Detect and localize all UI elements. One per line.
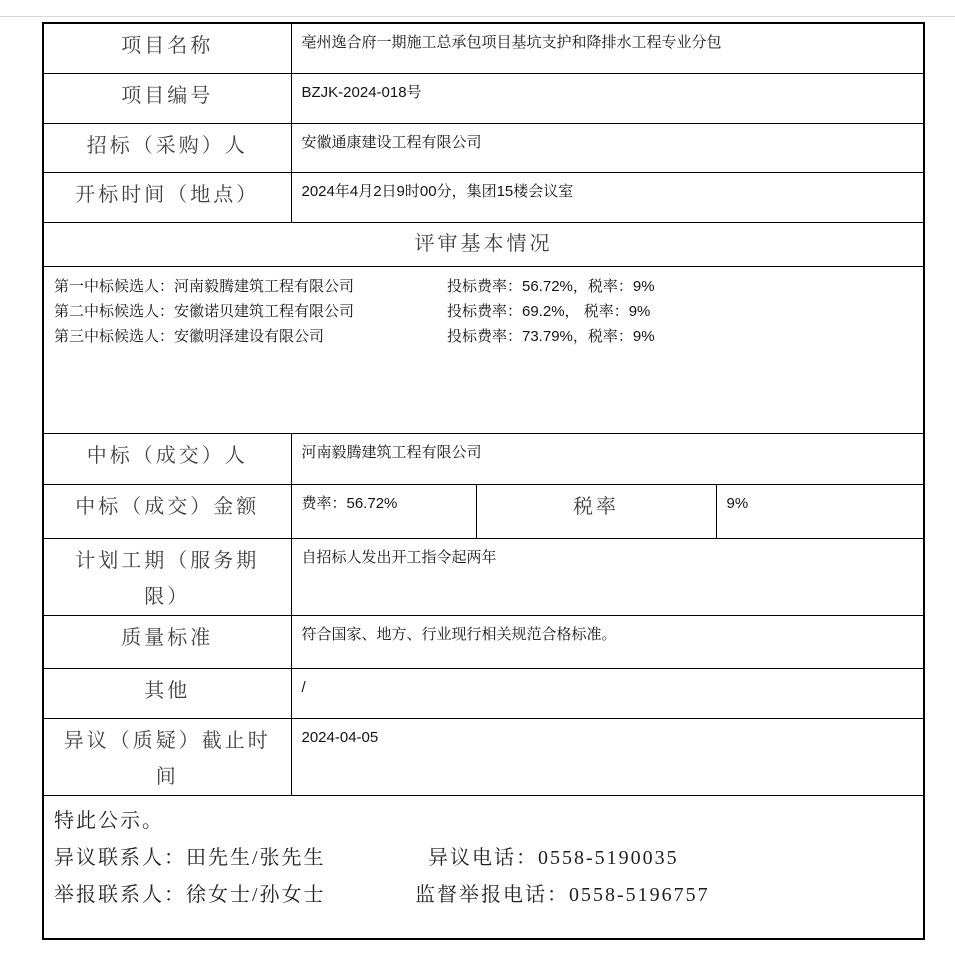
project-name-label: 项目名称 xyxy=(43,23,291,73)
tax-rate-label: 税率 xyxy=(476,484,716,538)
table-row xyxy=(43,718,924,795)
candidate-1-rate: 投标费率：56.72%，税率：9% xyxy=(447,277,655,295)
review-section-title: 评审基本情况 xyxy=(43,222,924,266)
bid-opening-value: 2024年4月2日9时00分，集团15楼会议室 xyxy=(291,172,924,222)
table-row xyxy=(43,615,924,668)
project-number-value: BZJK-2024-018号 xyxy=(291,73,924,123)
objection-phone: 异议电话：0558-5190035 xyxy=(428,846,679,869)
objection-deadline-value: 2024-04-05 xyxy=(291,718,924,795)
tax-rate-value: 9% xyxy=(716,484,924,538)
table-row xyxy=(43,172,924,222)
table-row xyxy=(43,484,924,538)
footer-cell xyxy=(43,795,924,939)
duration-value: 自招标人发出开工指令起两年 xyxy=(291,538,924,615)
candidate-2-rate: 投标费率：69.2%， 税率：9% xyxy=(447,302,651,320)
other-label: 其他 xyxy=(43,668,291,718)
quality-standard-value: 符合国家、地方、行业现行相关规范合格标准。 xyxy=(291,615,924,668)
candidate-3-name: 第三中标候选人：安徽明泽建设有限公司 xyxy=(54,327,325,345)
bid-announcement-table xyxy=(42,22,925,940)
table-row xyxy=(43,538,924,615)
table-row xyxy=(43,433,924,484)
purchaser-value: 安徽通康建设工程有限公司 xyxy=(291,123,924,172)
report-phone: 监督举报电话：0558-5196757 xyxy=(415,883,710,906)
table-row xyxy=(43,123,924,172)
page-top-divider xyxy=(0,16,955,17)
project-name-value: 亳州逸合府一期施工总承包项目基坑支护和降排水工程专业分包 xyxy=(291,23,924,73)
table-row xyxy=(43,73,924,123)
footer-notice: 特此公示。 xyxy=(54,809,164,832)
winner-value: 河南毅腾建筑工程有限公司 xyxy=(291,433,924,484)
table-row xyxy=(43,222,924,266)
award-fee-rate-value: 费率：56.72% xyxy=(291,484,476,538)
candidate-3 xyxy=(54,324,915,349)
purchaser-label: 招标（采购）人 xyxy=(43,123,291,172)
footer-report-contact-line xyxy=(54,877,915,914)
quality-standard-label: 质量标准 xyxy=(43,615,291,668)
report-contact-person: 举报联系人：徐女士/孙女士 xyxy=(54,883,326,906)
bid-opening-label: 开标时间（地点） xyxy=(43,172,291,222)
award-amount-label: 中标（成交）金额 xyxy=(43,484,291,538)
winner-label: 中标（成交）人 xyxy=(43,433,291,484)
table-row xyxy=(43,668,924,718)
table-row xyxy=(43,795,924,939)
objection-contact-person: 异议联系人：田先生/张先生 xyxy=(54,846,326,869)
objection-deadline-label: 异议（质疑）截止时间 xyxy=(43,718,291,795)
table-row xyxy=(43,23,924,73)
candidate-2 xyxy=(54,299,915,324)
project-number-label: 项目编号 xyxy=(43,73,291,123)
candidates-cell xyxy=(43,266,924,433)
candidate-1 xyxy=(54,274,915,299)
footer-objection-contact-line xyxy=(54,840,915,877)
candidate-3-rate: 投标费率：73.79%，税率：9% xyxy=(447,327,655,345)
duration-label: 计划工期（服务期限） xyxy=(43,538,291,615)
candidate-2-name: 第二中标候选人：安徽诺贝建筑工程有限公司 xyxy=(54,302,355,320)
other-value: / xyxy=(291,668,924,718)
table-row xyxy=(43,266,924,433)
candidate-1-name: 第一中标候选人：河南毅腾建筑工程有限公司 xyxy=(54,277,355,295)
